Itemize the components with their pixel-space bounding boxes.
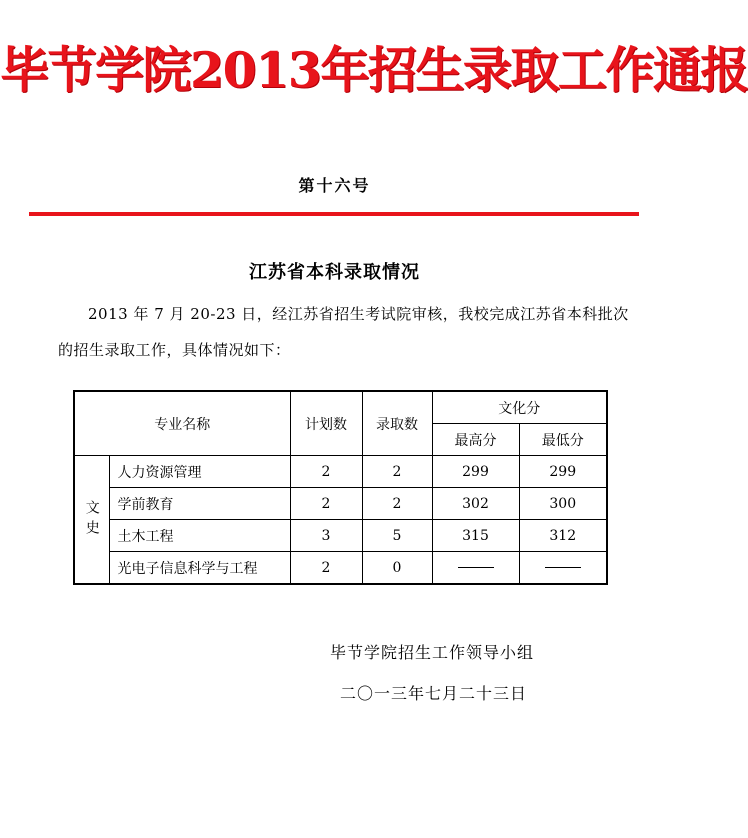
header-major: 专业名称 [74,391,290,456]
issuer-signature: 毕节学院招生工作领导小组 [330,643,535,662]
header-score: 文化分 [432,391,607,424]
header-high-score: 最高分 [432,424,519,456]
row-low-score-empty [519,552,607,585]
row-major: 光电子信息科学与工程 [109,552,290,585]
row-low-score: 299 [519,456,607,488]
document-masthead-title: 毕节学院2013年招生录取工作通报 [0,41,748,99]
row-low-score: 312 [519,520,607,552]
header-low-score: 最低分 [519,424,607,456]
row-plan: 2 [290,488,362,520]
header-admitted: 录取数 [362,391,432,456]
notice-subtitle: 江苏省本科录取情况 [249,262,420,283]
row-admitted: 0 [362,552,432,585]
row-admitted: 2 [362,488,432,520]
row-plan: 2 [290,552,362,585]
row-major: 人力资源管理 [109,456,290,488]
table-row [74,488,607,520]
empty-dash [458,567,494,568]
row-plan: 2 [290,456,362,488]
admission-table [73,390,608,585]
row-admitted: 2 [362,456,432,488]
row-major: 学前教育 [109,488,290,520]
red-divider-line [29,212,639,216]
table-row [74,552,607,585]
issue-number: 第十六号 [298,176,371,195]
row-high-score-empty [432,552,519,585]
row-major: 土木工程 [109,520,290,552]
empty-dash [545,567,581,568]
row-high-score: 299 [432,456,519,488]
issue-date: 二〇一三年七月二十三日 [340,684,528,703]
notice-paragraph: 2013 年 7 月 20-23 日，经江苏省招生考试院审核，我校完成江苏省本科批次的招生录取工作，具体情况如下： [58,305,629,359]
row-high-score: 302 [432,488,519,520]
row-admitted: 5 [362,520,432,552]
row-low-score: 300 [519,488,607,520]
header-plan: 计划数 [290,391,362,456]
row-high-score: 315 [432,520,519,552]
row-plan: 3 [290,520,362,552]
table-row [74,456,607,488]
category-cell: 文史 [74,456,109,585]
table-header-row [74,391,607,424]
table-row [74,520,607,552]
